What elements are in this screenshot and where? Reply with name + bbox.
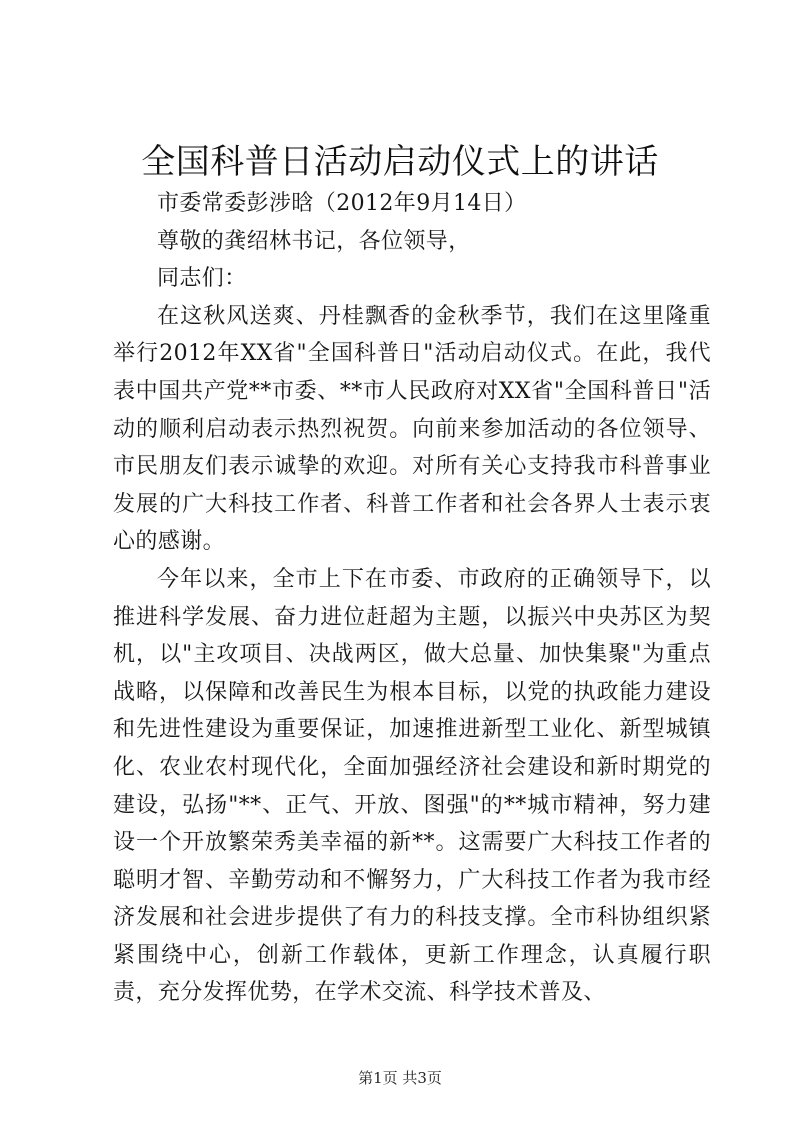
document-title: 全国科普日活动启动仪式上的讲话 bbox=[141, 142, 659, 182]
paragraph-progress: 今年以来，全市上下在市委、市政府的正确领导下，以推进科学发展、奋力进位赶超为主题，以振兴中央苏区为契机，以"主攻项目、决战两区，做大总量、加快集聚"为重点战略，以保障和改善民生为根本目标，以党的执政能力建设和先进性建设为重要保证，加速推进新型工业化、新型城镇化、农业农村现代化，全面加强经济社会建设和新时期党的建设，弘扬"**、正气、开放、图强"的**城市精神，努力建设一个开放繁荣秀美幸福的新**。这需要广大科技工作者的聪明才智、辛勤劳动和不懈努力，广大科技工作者为我市经济发展和社会进步提供了有力的科技支撑。全市科协组织紧紧围绕中心，创新工作载体，更新工作理念，认真履行职责，充分发挥优势，在学术交流、科学技术普及、 bbox=[113, 566, 711, 1006]
greeting: 同志们： bbox=[157, 266, 247, 292]
salutation: 尊敬的龚绍林书记，各位领导， bbox=[157, 228, 471, 254]
page-indicator: 第1页 共3页 bbox=[358, 1069, 442, 1087]
byline: 市委常委彭涉晗（2012年9月14日） bbox=[157, 191, 527, 216]
document-body bbox=[113, 185, 711, 1012]
paragraph-opening: 在这秋风送爽、丹桂飘香的金秋季节，我们在这里隆重举行2012年XX省"全国科普日"活动启动仪式。在此，我代表中国共产党**市委、**市人民政府对XX省"全国科普日"活动的顺利启动表示热烈祝贺。向前来参加活动的各位领导、市民朋友们表示诚挚的欢迎。对所有关心支持我市科普事业发展的广大科技工作者、科普工作者和社会各界人士表示衷心的感谢。 bbox=[113, 303, 711, 555]
